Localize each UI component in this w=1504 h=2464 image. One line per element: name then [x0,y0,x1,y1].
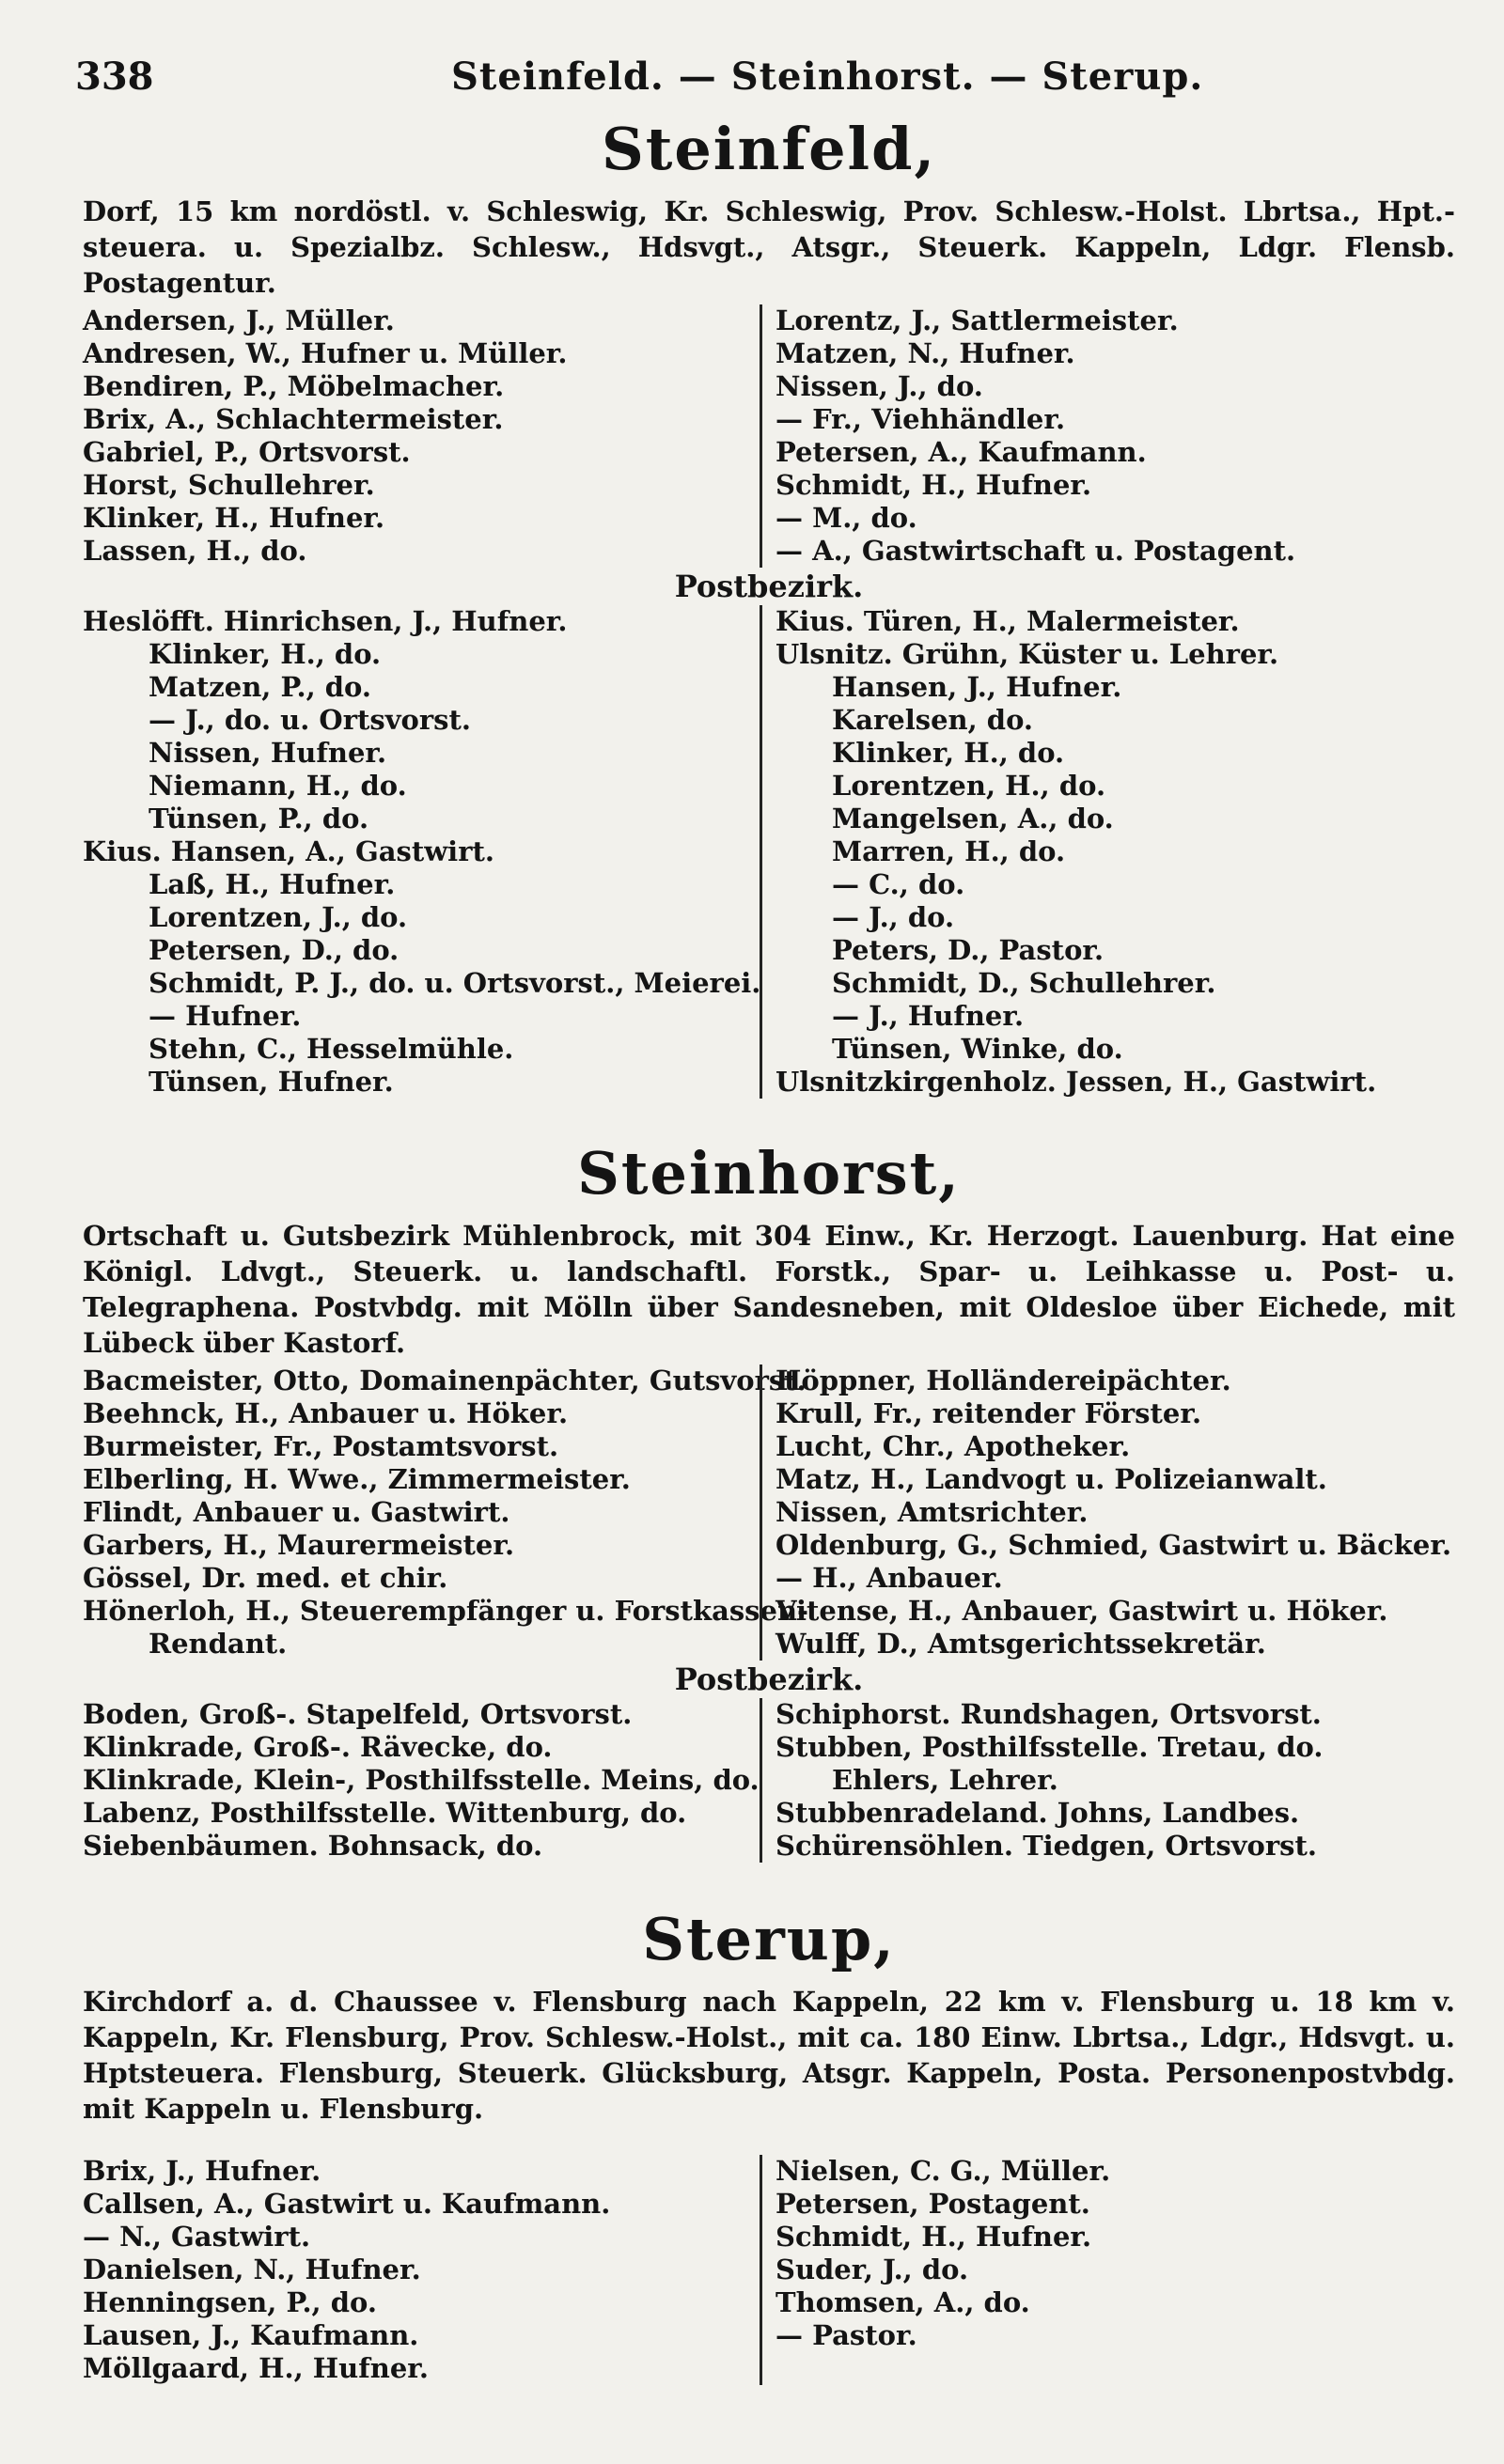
list-item: Garbers, H., Maurermeister. [83,1529,515,1561]
list-item: Wulff, D., Amtsgerichtssekretär. [776,1628,1266,1660]
resident-columns [83,304,1455,568]
list-item: Petersen, Postagent. [776,2188,1090,2220]
running-head [75,55,1429,111]
list-item: Lorentzen, H., do. [832,770,1106,802]
town-description: Dorf, 15 km nordöstl. v. Schleswig, Kr. Schleswig, Prov. Schlesw.-Holst. Lbrtsa., Hpt.-steuera. u. Spezialbz. Schlesw., Hdsvgt., Atsgr., Steuerk. Kappeln, Ldgr. Flensb. Postagentur. [83,195,1455,299]
town-title: Sterup, [642,1905,896,1973]
list-item: Stubbenradeland. Johns, Landbes. [776,1797,1300,1829]
list-item: Klinker, H., Hufner. [83,502,385,534]
list-item: Danielsen, N., Hufner. [83,2253,421,2285]
town-title: Steinhorst, [577,1139,961,1208]
postbezirk-list-left [83,1698,760,1863]
postbezirk-heading: Postbezirk. [674,569,864,604]
list-item: Brix, J., Hufner. [83,2155,321,2187]
list-item: — J., Hufner. [832,1000,1025,1032]
postbezirk-columns [83,605,1455,1099]
list-item: Rendant. [149,1628,288,1660]
list-item: Andersen, J., Müller. [83,304,395,336]
list-item: Siebenbäumen. Bohnsack, do. [83,1830,543,1862]
running-title: Steinfeld. — Steinhorst. — Sterup. [451,55,1204,99]
list-item: Ehlers, Lehrer. [832,1764,1058,1796]
list-item: — Hufner. [149,1000,302,1032]
list-item: Hansen, J., Hufner. [832,671,1122,703]
resident-list-left [83,304,760,568]
list-item: — C., do. [832,868,965,900]
town-title: Steinfeld, [601,115,937,183]
list-item: Klinker, H., do. [832,737,1065,769]
resident-columns [83,1365,1455,1661]
list-item: Henningsen, P., do. [83,2286,377,2318]
list-item: Vitense, H., Anbauer, Gastwirt u. Höker. [776,1595,1388,1627]
list-item: Klinkrade, Groß-. Rävecke, do. [83,1731,553,1763]
postbezirk-heading: Postbezirk. [674,1661,864,1697]
resident-list-left [83,2155,760,2385]
list-item: — A., Gastwirtschaft u. Postagent. [776,535,1296,567]
list-item: Nissen, Amtsrichter. [776,1496,1089,1528]
list-item: Tünsen, Winke, do. [832,1033,1123,1065]
list-item: Schmidt, H., Hufner. [776,2221,1092,2253]
list-item: Elberling, H. Wwe., Zimmermeister. [83,1463,631,1495]
list-item: Karelsen, do. [832,704,1034,736]
list-item: Schmidt, H., Hufner. [776,469,1092,501]
section-steinfeld [83,113,1455,1099]
list-item: Bacmeister, Otto, Domainenpächter, Gutsvorst. [83,1365,807,1396]
list-item: Thomsen, A., do. [776,2286,1030,2318]
list-item: Niemann, H., do. [149,770,407,802]
list-item: Kius. Türen, H., Malermeister. [776,605,1240,637]
list-item: — Pastor. [776,2319,917,2351]
list-item: Brix, A., Schlachtermeister. [83,403,504,435]
list-item: Flindt, Anbauer u. Gastwirt. [83,1496,510,1528]
resident-list-right [760,1365,1455,1661]
postbezirk-columns [83,1698,1455,1863]
list-item: — H., Anbauer. [776,1562,1003,1594]
town-description: Ortschaft u. Gutsbezirk Mühlenbrock, mit 304 Einw., Kr. Herzogt. Lauenburg. Hat eine Königl. Ldvgt., Steuerk. u. landschaftl. Forstk., Spar- u. Leihkasse u. Post- u. Telegraphena. Postvbdg. mit Mölln über Sandesneben, mit Oldesloe über Eichede, mit Lübeck über Kastorf. [83,1220,1455,1359]
list-item: Matz, H., Landvogt u. Polizeianwalt. [776,1463,1327,1495]
list-item: Lausen, J., Kaufmann. [83,2319,419,2351]
resident-list-right [760,2155,1455,2385]
postbezirk-list-right [760,1698,1455,1863]
list-item: Peters, D., Pastor. [832,934,1104,966]
postbezirk-list-right [760,605,1455,1099]
section-sterup [83,1903,1455,2385]
list-item: Gabriel, P., Ortsvorst. [83,436,411,468]
list-item: — J., do. u. Ortsvorst. [149,704,471,736]
postbezirk-list-left [83,605,760,1099]
list-item: Heslöfft. Hinrichsen, J., Hufner. [83,605,568,637]
list-item: Matzen, P., do. [149,671,371,703]
list-item: Tünsen, P., do. [149,803,369,834]
list-item: Beehnck, H., Anbauer u. Höker. [83,1397,569,1429]
list-item: Tünsen, Hufner. [149,1066,394,1098]
list-item: Oldenburg, G., Schmied, Gastwirt u. Bäcker. [776,1529,1452,1561]
list-item: Schmidt, D., Schullehrer. [832,967,1216,999]
list-item: — M., do. [776,502,917,534]
list-item: Callsen, A., Gastwirt u. Kaufmann. [83,2188,611,2220]
list-item: Kius. Hansen, A., Gastwirt. [83,835,494,867]
list-item: Petersen, D., do. [149,934,400,966]
list-item: Lucht, Chr., Apotheker. [776,1430,1131,1462]
list-item: — N., Gastwirt. [83,2221,311,2253]
list-item: — J., do. [832,901,955,933]
list-item: Klinkrade, Klein-, Posthilfsstelle. Meins, do. [83,1764,760,1796]
list-item: Nielsen, C. G., Müller. [776,2155,1111,2187]
list-item: Suder, J., do. [776,2253,969,2285]
list-item: Lassen, H., do. [83,535,307,567]
list-item: Marren, H., do. [832,835,1066,867]
list-item: Matzen, N., Hufner. [776,337,1075,369]
list-item: Horst, Schullehrer. [83,469,375,501]
list-item: Stehn, C., Hesselmühle. [149,1033,514,1065]
list-item: Ulsnitzkirgenholz. Jessen, H., Gastwirt. [776,1066,1377,1098]
list-item: Burmeister, Fr., Postamtsvorst. [83,1430,559,1462]
list-item: — Fr., Viehhändler. [776,403,1066,435]
list-item: Lorentz, J., Sattlermeister. [776,304,1179,336]
page-number: 338 [75,55,154,99]
town-description: Kirchdorf a. d. Chaussee v. Flensburg nach Kappeln, 22 km v. Flensburg u. 18 km v. Kappeln, Kr. Flensburg, Prov. Schlesw.-Holst., mit ca. 180 Einw. Lbrtsa., Ldgr., Hdsvgt. u. Hptsteuera. Flensburg, Steuerk. Glücksburg, Atsgr. Kappeln, Posta. Personenpostvbdg. mit Kappeln u. Flensburg. [83,1986,1455,2125]
list-item: Gössel, Dr. med. et chir. [83,1562,448,1594]
list-item: Mangelsen, A., do. [832,803,1114,834]
list-item: Stubben, Posthilfsstelle. Tretau, do. [776,1731,1324,1763]
list-item: Laß, H., Hufner. [149,868,396,900]
resident-columns [83,2155,1455,2385]
list-item: Nissen, Hufner. [149,737,387,769]
list-item: Hönerloh, H., Steuerempfänger u. Forstkassen- [83,1595,809,1627]
list-item: Schmidt, P. J., do. u. Ortsvorst., Meierei. [149,967,761,999]
list-item: Petersen, A., Kaufmann. [776,436,1147,468]
list-item: Ulsnitz. Grühn, Küster u. Lehrer. [776,638,1279,670]
section-steinhorst [83,1137,1455,1863]
list-item: Schürensöhlen. Tiedgen, Ortsvorst. [776,1830,1317,1862]
list-item: Schiphorst. Rundshagen, Ortsvorst. [776,1698,1322,1730]
list-item: Höppner, Holländereipächter. [776,1365,1231,1396]
resident-list-right [760,304,1455,568]
list-item: Labenz, Posthilfsstelle. Wittenburg, do. [83,1797,687,1829]
resident-list-left [83,1365,809,1661]
list-item: Möllgaard, H., Hufner. [83,2352,429,2384]
list-item: Nissen, J., do. [776,370,983,402]
list-item: Krull, Fr., reitender Förster. [776,1397,1202,1429]
list-item: Bendiren, P., Möbelmacher. [83,370,505,402]
list-item: Klinker, H., do. [149,638,382,670]
list-item: Andresen, W., Hufner u. Müller. [83,337,568,369]
list-item: Boden, Groß-. Stapelfeld, Ortsvorst. [83,1698,633,1730]
list-item: Lorentzen, J., do. [149,901,408,933]
